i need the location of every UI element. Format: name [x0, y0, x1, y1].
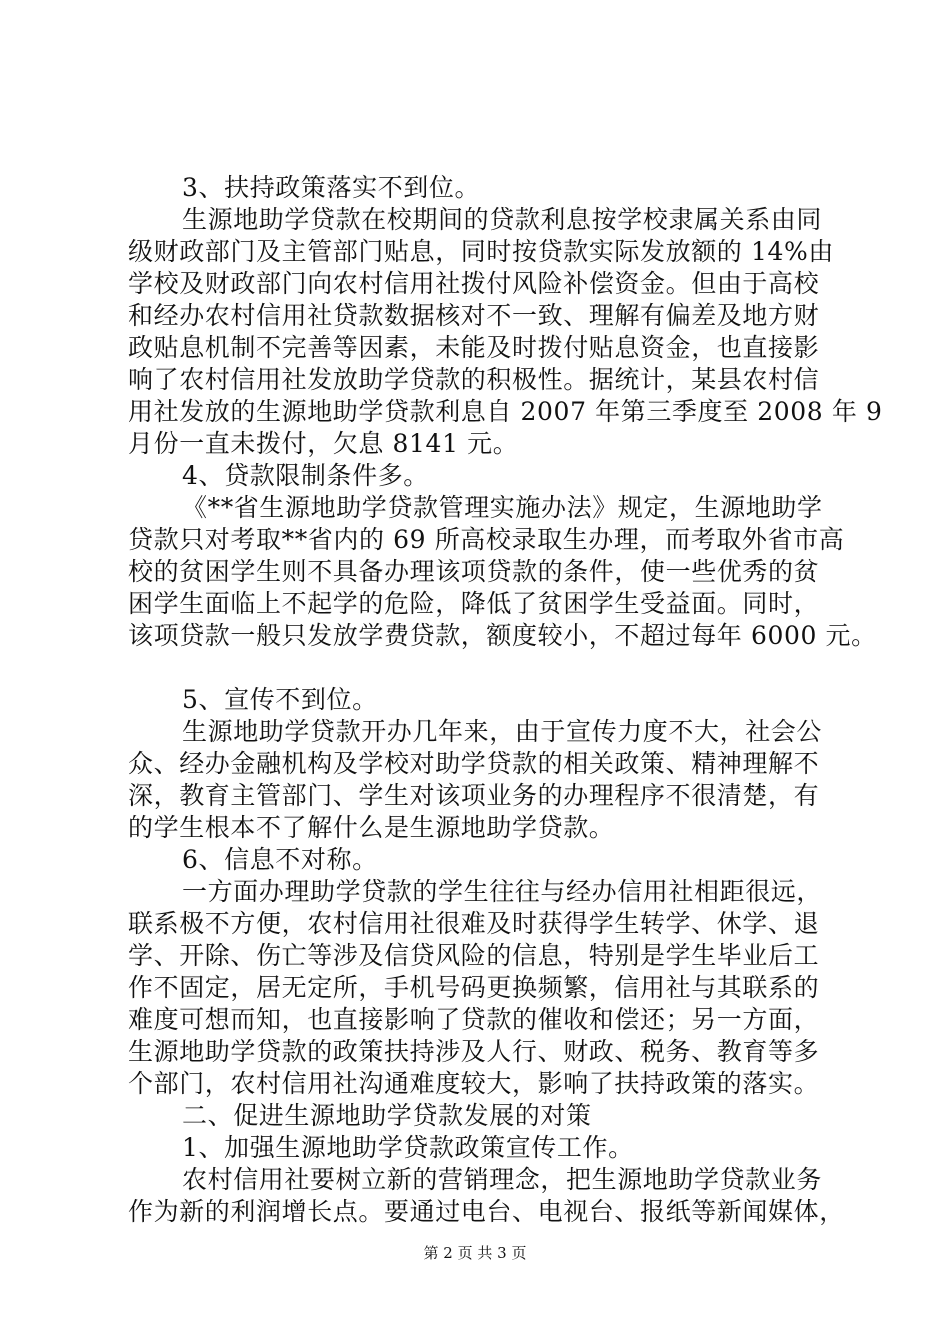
paragraph-line: 响了农村信用社发放助学贷款的积极性。据统计，某县农村信 [128, 365, 820, 394]
paragraph-line: 众、经办金融机构及学校对助学贷款的相关政策、精神理解不 [128, 749, 820, 778]
paragraph-line: 个部门，农村信用社沟通难度较大，影响了扶持政策的落实。 [128, 1069, 820, 1098]
paragraph-line: 校的贫困学生则不具备办理该项贷款的条件，使一些优秀的贫 [128, 557, 820, 586]
paragraph-line: 用社发放的生源地助学贷款利息自 2007 年第三季度至 2008 年 9 [128, 397, 883, 426]
paragraph-line: 政贴息机制不完善等因素，未能及时拨付贴息资金，也直接影 [128, 333, 820, 362]
paragraph-line: 深，教育主管部门、学生对该项业务的办理程序不很清楚，有 [128, 781, 820, 810]
paragraph-line: 难度可想而知，也直接影响了贷款的催收和偿还；另一方面， [128, 1005, 820, 1034]
section-heading: 二、促进生源地助学贷款发展的对策 [182, 1101, 592, 1130]
paragraph-line: 月份一直未拨付，欠息 8141 元。 [128, 429, 519, 458]
paragraph-line: 生源地助学贷款的政策扶持涉及人行、财政、税务、教育等多 [128, 1037, 820, 1066]
paragraph-line: 困学生面临上不起学的危险，降低了贫困学生受益面。同时， [128, 589, 820, 618]
paragraph-line: 生源地助学贷款在校期间的贷款利息按学校隶属关系由同 [182, 205, 823, 234]
heading-5: 5、宣传不到位。 [182, 685, 378, 714]
paragraph-line: 和经办农村信用社贷款数据核对不一致、理解有偏差及地方财 [128, 301, 820, 330]
paragraph-line: 学校及财政部门向农村信用社拨付风险补偿资金。但由于高校 [128, 269, 820, 298]
paragraph-line: 农村信用社要树立新的营销理念，把生源地助学贷款业务 [182, 1165, 823, 1194]
paragraph-line: 贷款只对考取**省内的 69 所高校录取生办理，而考取外省市高 [128, 525, 845, 554]
paragraph-line: 级财政部门及主管部门贴息，同时按贷款实际发放额的 14%由 [128, 237, 834, 266]
heading-6: 6、信息不对称。 [182, 845, 378, 874]
heading-3: 3、扶持政策落实不到位。 [182, 173, 481, 202]
paragraph-line: 作不固定，居无定所，手机号码更换频繁，信用社与其联系的 [128, 973, 820, 1002]
paragraph-line: 联系极不方便，农村信用社很难及时获得学生转学、休学、退 [128, 909, 820, 938]
heading-4: 4、贷款限制条件多。 [182, 461, 429, 490]
paragraph-line: 作为新的利润增长点。要通过电台、电视台、报纸等新闻媒体， [128, 1197, 845, 1226]
paragraph-line: 的学生根本不了解什么是生源地助学贷款。 [128, 813, 615, 842]
paragraph-line: 该项贷款一般只发放学费贷款，额度较小，不超过每年 6000 元。 [128, 621, 877, 650]
page-footer: 第 2 页 共 3 页 [423, 1244, 527, 1262]
document-body [128, 172, 883, 1228]
blank-line [128, 652, 828, 684]
paragraph-line: 《**省生源地助学贷款管理实施办法》规定，生源地助学 [182, 493, 823, 522]
paragraph-line: 学、开除、伤亡等涉及信贷风险的信息，特别是学生毕业后工 [128, 941, 820, 970]
paragraph-line: 生源地助学贷款开办几年来，由于宣传力度不大，社会公 [182, 717, 823, 746]
heading-1: 1、加强生源地助学贷款政策宣传工作。 [182, 1133, 634, 1162]
paragraph-line: 一方面办理助学贷款的学生往往与经办信用社相距很远， [182, 877, 823, 906]
